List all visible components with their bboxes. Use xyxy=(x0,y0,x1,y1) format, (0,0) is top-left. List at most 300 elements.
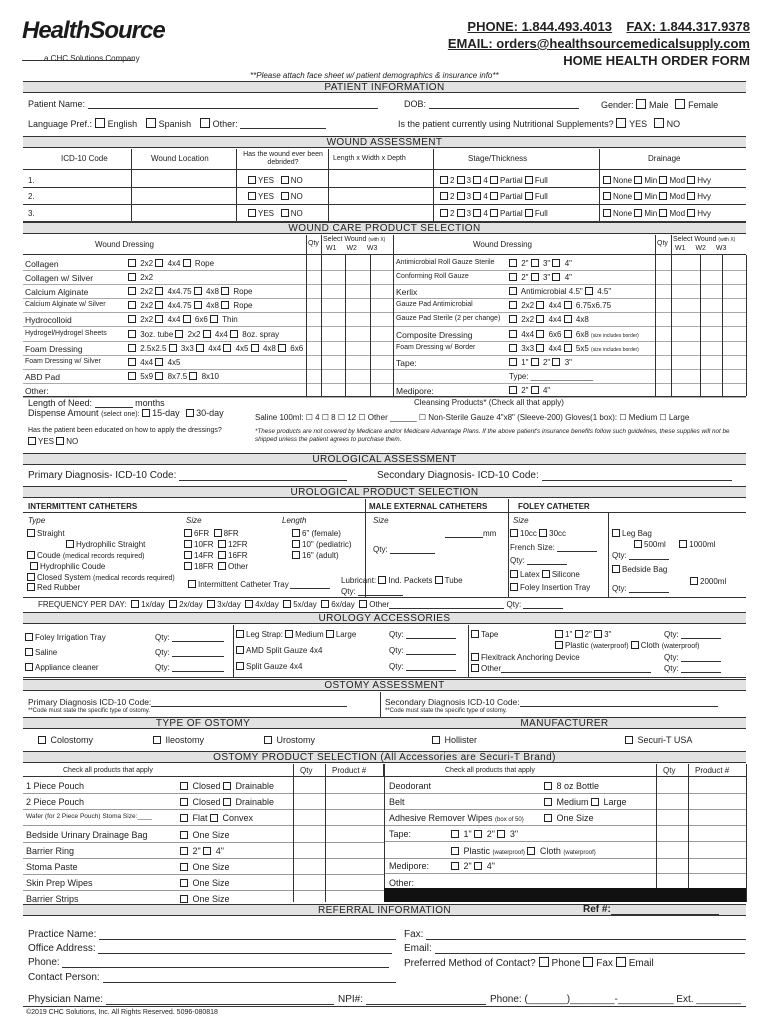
wcp-right-item: Kerlix xyxy=(396,287,418,297)
ops-right-options: 8 oz Bottle xyxy=(544,781,599,791)
stage-4-checkbox[interactable] xyxy=(473,209,481,217)
freq-6-checkbox[interactable] xyxy=(321,600,329,608)
uacc-tape-2-checkbox[interactable] xyxy=(575,630,583,638)
option-checkbox[interactable] xyxy=(509,315,517,323)
english-checkbox[interactable] xyxy=(95,118,105,128)
nutrition-yes-label: YES xyxy=(629,119,648,129)
bedside-bag-checkbox[interactable] xyxy=(612,565,620,573)
legstrap-large-checkbox[interactable] xyxy=(326,630,334,638)
option-checkbox[interactable] xyxy=(531,358,539,366)
16fr-checkbox[interactable] xyxy=(218,551,226,559)
foley-qty-field[interactable] xyxy=(527,556,567,565)
nutrition-yes-checkbox[interactable] xyxy=(616,118,626,128)
option-checkbox[interactable] xyxy=(509,330,517,338)
drain-mod-checkbox[interactable] xyxy=(659,192,667,200)
length-label: Length xyxy=(282,516,307,525)
freq-qty-field[interactable] xyxy=(523,600,563,609)
ostomy-note-right: **Code must state the specific type of ostomy. xyxy=(385,708,507,714)
ops-left-item: Bedside Urinary Drainage Bag xyxy=(26,830,148,840)
len6-checkbox[interactable] xyxy=(292,529,300,537)
urostomy-checkbox[interactable] xyxy=(264,736,272,744)
col-location: Wound Location xyxy=(151,154,209,163)
closed-system-checkbox[interactable] xyxy=(27,573,35,581)
male-label: Male xyxy=(649,100,669,110)
split-gauze-checkbox[interactable] xyxy=(236,662,244,670)
hydro-straight-checkbox[interactable] xyxy=(66,540,74,548)
educated-no-checkbox[interactable] xyxy=(56,437,64,445)
nutrition-no-label: NO xyxy=(666,119,681,129)
educated-question: Has the patient been educated on how to apply the dressings? xyxy=(28,427,222,434)
freq-other-checkbox[interactable] xyxy=(359,600,367,608)
saline-qty[interactable] xyxy=(172,648,224,657)
option-checkbox[interactable] xyxy=(509,344,517,352)
option-checkbox[interactable] xyxy=(183,259,191,267)
debrided-no-checkbox[interactable] xyxy=(281,176,289,184)
uacc-tape-1-checkbox[interactable] xyxy=(555,630,563,638)
option-checkbox[interactable] xyxy=(155,358,163,366)
full-checkbox[interactable] xyxy=(525,209,533,217)
coude-checkbox[interactable] xyxy=(27,551,35,559)
manufacturer-bar: MANUFACTURER xyxy=(383,717,746,729)
legbag-qty-field[interactable] xyxy=(629,551,669,560)
foley-tray-checkbox[interactable] xyxy=(510,583,518,591)
wcp-left-options: 2x2 4x4.75 4x8 Rope xyxy=(128,287,253,296)
option-checkbox[interactable] xyxy=(544,798,552,806)
ops-header: Check all products that apply Qty Product # Check all products that apply Qty Product # xyxy=(23,764,746,777)
flexitrack-checkbox[interactable] xyxy=(471,653,479,661)
500ml-checkbox[interactable] xyxy=(634,540,642,548)
ref-fax-label: Fax: xyxy=(404,929,424,940)
ops-right-options: 2" 4" xyxy=(451,861,495,871)
full-checkbox[interactable] xyxy=(525,176,533,184)
educated-yes-checkbox[interactable] xyxy=(28,437,36,445)
option-checkbox[interactable] xyxy=(175,330,183,338)
ostomy-assessment-bar: OSTOMY ASSESSMENT xyxy=(23,679,746,691)
len16-checkbox[interactable] xyxy=(292,551,300,559)
securi-checkbox[interactable] xyxy=(625,736,633,744)
drain-none-checkbox[interactable] xyxy=(603,192,611,200)
freq-4-checkbox[interactable] xyxy=(245,600,253,608)
wcp-qty-left: Qty xyxy=(308,240,319,247)
straight-checkbox[interactable] xyxy=(27,529,35,537)
attach-note: **Please attach face sheet w/ patient demographics & insurance info** xyxy=(250,71,499,80)
option-checkbox[interactable] xyxy=(509,273,517,281)
uacc-tape-checkbox[interactable] xyxy=(471,630,479,638)
drain-mod-checkbox[interactable] xyxy=(659,176,667,184)
wcp-left-item: Other: xyxy=(25,386,49,396)
stage-2-checkbox[interactable] xyxy=(440,192,448,200)
option-checkbox[interactable] xyxy=(210,814,218,822)
drain-min-checkbox[interactable] xyxy=(634,192,642,200)
uro-primary-field[interactable] xyxy=(179,472,347,481)
drain-none-checkbox[interactable] xyxy=(603,176,611,184)
ops-left-options: One Size xyxy=(180,894,230,904)
option-checkbox[interactable] xyxy=(536,315,544,323)
ops-left-item: Barrier Strips xyxy=(26,894,79,904)
stage-2-checkbox[interactable] xyxy=(440,176,448,184)
col-debrided: Has the wound ever been debrided? xyxy=(243,151,323,166)
type-ostomy-bar: TYPE OF OSTOMY xyxy=(23,717,383,729)
option-checkbox[interactable] xyxy=(128,315,136,323)
ops-left-options: One Size xyxy=(180,878,230,888)
female-checkbox[interactable] xyxy=(675,99,685,109)
leg-bag-checkbox[interactable] xyxy=(612,529,620,537)
wcp-left-item: Foam Dressing xyxy=(25,344,83,354)
option-checkbox[interactable] xyxy=(128,358,136,366)
mm-unit: mm xyxy=(483,529,497,538)
8fr-checkbox[interactable] xyxy=(214,529,222,537)
2000ml-checkbox[interactable] xyxy=(690,577,698,585)
stage-4-checkbox[interactable] xyxy=(473,192,481,200)
option-checkbox[interactable] xyxy=(155,287,163,295)
option-checkbox[interactable] xyxy=(180,895,188,903)
legstrap-checkbox[interactable] xyxy=(236,630,244,638)
uro-secondary-field[interactable] xyxy=(542,472,732,481)
1000ml-checkbox[interactable] xyxy=(679,540,687,548)
freq-1-checkbox[interactable] xyxy=(131,600,139,608)
pref-email-checkbox[interactable] xyxy=(616,957,626,967)
partial-checkbox[interactable] xyxy=(490,209,498,217)
ref-email-field[interactable] xyxy=(435,945,745,954)
wcp-left-item: Collagen w/ Silver xyxy=(25,273,94,283)
contact-field[interactable] xyxy=(103,974,396,983)
wcp-qty-right: Qty xyxy=(657,240,668,247)
latex-checkbox[interactable] xyxy=(510,570,518,578)
drain-hvy-checkbox[interactable] xyxy=(687,176,695,184)
legstrap-medium-checkbox[interactable] xyxy=(285,630,293,638)
option-checkbox[interactable] xyxy=(155,301,163,309)
bedside-qty-field[interactable] xyxy=(629,584,669,593)
stage-3-checkbox[interactable] xyxy=(457,192,465,200)
wcp-select-left: Select Wound (with X) xyxy=(323,236,386,243)
wcp-w-right: W1 W2 W3 xyxy=(675,245,727,252)
option-checkbox[interactable] xyxy=(180,798,188,806)
practice-field[interactable] xyxy=(99,931,396,940)
option-checkbox[interactable] xyxy=(128,273,136,281)
option-checkbox[interactable] xyxy=(536,301,544,309)
header-fax: FAX: 1.844.317.9378 xyxy=(626,19,750,34)
pref-contact: Preferred Method of Contact? Phone Fax Email xyxy=(404,958,654,969)
type-label: Type xyxy=(28,516,46,525)
option-checkbox[interactable] xyxy=(180,831,188,839)
ops-left-item: Stoma Paste xyxy=(26,862,78,872)
option-checkbox[interactable] xyxy=(544,814,552,822)
dob-field[interactable] xyxy=(429,100,579,109)
debrided-yes-checkbox[interactable] xyxy=(248,209,256,217)
option-checkbox[interactable] xyxy=(564,344,572,352)
option-checkbox[interactable] xyxy=(180,814,188,822)
option-checkbox[interactable] xyxy=(474,862,482,870)
size-other-checkbox[interactable] xyxy=(218,562,226,570)
option-checkbox[interactable] xyxy=(189,372,197,380)
french-size-field[interactable] xyxy=(557,543,597,552)
ops-right-options: One Size xyxy=(544,813,594,823)
wound-row-number: 3. xyxy=(28,209,35,218)
office-field[interactable] xyxy=(98,945,392,954)
wcp-right-item: Gauze Pad Sterile (2 per change) xyxy=(396,315,501,322)
npi-field[interactable] xyxy=(366,996,486,1005)
option-checkbox[interactable] xyxy=(128,372,136,380)
option-checkbox[interactable] xyxy=(585,287,593,295)
ileostomy-checkbox[interactable] xyxy=(153,736,161,744)
ops-left-item: 1 Piece Pouch xyxy=(26,781,85,791)
cleaner-checkbox[interactable] xyxy=(25,663,33,671)
ostomy-primary-field[interactable] xyxy=(151,698,347,707)
18fr-checkbox[interactable] xyxy=(184,562,192,570)
ops-right-item: Medipore: xyxy=(389,861,430,871)
col-stage: Stage/Thickness xyxy=(468,154,528,163)
lang-other-field[interactable] xyxy=(240,120,326,129)
ops-left-options: Closed Drainable xyxy=(180,797,274,807)
debrided-no-checkbox[interactable] xyxy=(281,192,289,200)
female-label: Female xyxy=(688,100,719,110)
wcp-left-item: Hydrogel/Hydrogel Sheets xyxy=(25,330,107,337)
stage-2-checkbox[interactable] xyxy=(440,209,448,217)
silicone-checkbox[interactable] xyxy=(542,570,550,578)
drain-min-checkbox[interactable] xyxy=(634,176,642,184)
ops-left-options: One Size xyxy=(180,862,230,872)
irr-qty[interactable] xyxy=(172,633,224,642)
option-checkbox[interactable] xyxy=(451,830,459,838)
dob-label: DOB: xyxy=(404,99,427,109)
frequency-row: FREQUENCY PER DAY: 1x/day 2x/day 3x/day 4x/day 5x/day 6x/day Other Qty: xyxy=(38,600,563,609)
6fr-checkbox[interactable] xyxy=(184,529,192,537)
option-checkbox[interactable] xyxy=(451,862,459,870)
dispense-30-checkbox[interactable] xyxy=(186,409,194,417)
option-checkbox[interactable] xyxy=(210,315,218,323)
len10-checkbox[interactable] xyxy=(292,540,300,548)
uacc-other-checkbox[interactable] xyxy=(471,664,479,672)
physician-phone: Phone: (_______)________-__________ Ext. ________ xyxy=(490,994,741,1005)
uacc-plastic-checkbox[interactable] xyxy=(555,641,563,649)
uacc-cloth-checkbox[interactable] xyxy=(631,641,639,649)
size-label-foley: Size xyxy=(513,516,529,525)
lang-other-checkbox[interactable] xyxy=(200,118,210,128)
drain-min-checkbox[interactable] xyxy=(634,209,642,217)
stage-3-checkbox[interactable] xyxy=(457,176,465,184)
pref-phone-checkbox[interactable] xyxy=(539,957,549,967)
ops-left-options: Flat Convex xyxy=(180,813,253,823)
drain-hvy-checkbox[interactable] xyxy=(687,209,695,217)
colostomy-checkbox[interactable] xyxy=(38,736,46,744)
header-phone: PHONE: 1.844.493.4013 xyxy=(467,19,612,34)
wcp-left-item: Hydrocolloid xyxy=(25,315,72,325)
form-title: HOME HEALTH ORDER FORM xyxy=(563,53,750,68)
black-bar xyxy=(384,888,746,902)
option-checkbox[interactable] xyxy=(155,315,163,323)
logo-rule xyxy=(22,60,134,61)
option-checkbox[interactable] xyxy=(564,301,572,309)
wcp-right-options: Type: ______________ xyxy=(509,372,594,381)
option-checkbox[interactable] xyxy=(180,863,188,871)
lube-qty-field[interactable] xyxy=(358,587,403,596)
saline-checkbox[interactable] xyxy=(25,648,33,656)
option-checkbox[interactable] xyxy=(474,830,482,838)
option-checkbox[interactable] xyxy=(509,386,517,394)
spanish-checkbox[interactable] xyxy=(146,118,156,128)
wcp-right-options: 2x2 4x4 4x8 xyxy=(509,315,589,324)
option-checkbox[interactable] xyxy=(194,301,202,309)
option-checkbox[interactable] xyxy=(180,847,188,855)
cleansing-label: Cleansing Products* (Check all that apply) xyxy=(414,398,564,407)
option-checkbox[interactable] xyxy=(128,259,136,267)
wcp-right-item: Medipore: xyxy=(396,386,434,396)
ops-right-item: Other: xyxy=(389,878,415,888)
drain-hvy-checkbox[interactable] xyxy=(687,192,695,200)
wcp-right-item: Tape: xyxy=(396,358,417,368)
option-checkbox[interactable] xyxy=(230,330,238,338)
intermittent-header: INTERMITTENT CATHETERS xyxy=(28,502,138,511)
hollister-checkbox[interactable] xyxy=(432,736,440,744)
option-checkbox[interactable] xyxy=(180,782,188,790)
uacc-tape-3-checkbox[interactable] xyxy=(594,630,602,638)
wcp-dressing-left: Wound Dressing xyxy=(95,240,154,249)
option-checkbox[interactable] xyxy=(155,372,163,380)
10cc-checkbox[interactable] xyxy=(510,529,518,537)
drain-mod-checkbox[interactable] xyxy=(659,209,667,217)
option-checkbox[interactable] xyxy=(531,386,539,394)
dispense-15-checkbox[interactable] xyxy=(142,409,150,417)
option-checkbox[interactable] xyxy=(451,847,459,855)
lang-other-label: Other: xyxy=(212,119,238,129)
12fr-checkbox[interactable] xyxy=(218,540,226,548)
stage-3-checkbox[interactable] xyxy=(457,209,465,217)
freq-3-checkbox[interactable] xyxy=(207,600,215,608)
wcp-left-options: 5x9 8x7.5 8x10 xyxy=(128,372,219,381)
option-checkbox[interactable] xyxy=(155,259,163,267)
option-checkbox[interactable] xyxy=(531,259,539,267)
wcp-left-options: 3oz. tube 2x2 4x4 8oz. spray xyxy=(128,330,279,339)
option-checkbox[interactable] xyxy=(509,287,517,295)
referral-bar: REFERRAL INFORMATION xyxy=(23,904,746,916)
option-checkbox[interactable] xyxy=(203,847,211,855)
option-checkbox[interactable] xyxy=(251,344,259,352)
irrigation-tray-checkbox[interactable] xyxy=(25,633,33,641)
wcp-left-options: 2x2 4x4.75 4x8 Rope xyxy=(128,301,253,310)
hydro-coude-checkbox[interactable] xyxy=(30,562,38,570)
option-checkbox[interactable] xyxy=(527,847,535,855)
drain-none-checkbox[interactable] xyxy=(603,209,611,217)
option-checkbox[interactable] xyxy=(128,301,136,309)
length-need-field[interactable] xyxy=(95,399,133,408)
option-checkbox[interactable] xyxy=(536,344,544,352)
language-label: Language Pref.: xyxy=(28,119,93,129)
full-checkbox[interactable] xyxy=(525,192,533,200)
ic-tray-checkbox[interactable] xyxy=(188,580,196,588)
wcp-left-item: Calcium Alginate w/ Silver xyxy=(25,301,106,308)
partial-checkbox[interactable] xyxy=(490,192,498,200)
ref-email-label: Email: xyxy=(404,943,432,954)
option-checkbox[interactable] xyxy=(194,287,202,295)
wcp-right-item: Foam Dressing w/ Border xyxy=(396,344,476,351)
pref-fax-checkbox[interactable] xyxy=(583,957,593,967)
disclaimer: *These products are not covered by Medicare and/or Medicare Advantage Plans. If the above patient's insurance benefits follow such guidelines, these supplies will not be shipped unless the patient agrees to purchase them. xyxy=(255,428,730,443)
option-checkbox[interactable] xyxy=(223,798,231,806)
option-checkbox[interactable] xyxy=(497,830,505,838)
tube-checkbox[interactable] xyxy=(435,576,443,584)
option-checkbox[interactable] xyxy=(128,344,136,352)
freq-5-checkbox[interactable] xyxy=(283,600,291,608)
wcp-left-options: 2x2 4x4 6x6 Thin xyxy=(128,315,238,324)
patient-name-field[interactable] xyxy=(88,100,378,109)
debrided-no-checkbox[interactable] xyxy=(281,209,289,217)
30cc-checkbox[interactable] xyxy=(539,529,547,537)
phone-field[interactable] xyxy=(62,959,389,968)
option-checkbox[interactable] xyxy=(544,782,552,790)
male-checkbox[interactable] xyxy=(636,99,646,109)
ref-fax-field[interactable] xyxy=(426,931,746,940)
cleaner-qty[interactable] xyxy=(172,663,224,672)
option-checkbox[interactable] xyxy=(183,315,191,323)
red-rubber-checkbox[interactable] xyxy=(27,583,35,591)
saline-options: Saline 100ml: ☐ 4 ☐ 8 ☐ 12 ☐ Other ______ ☐ Non-Sterile Gauze 4"x8" (Sleeve-200) Gloves(1 box): ☐ Medium ☐ Large xyxy=(255,413,690,422)
partial-checkbox[interactable] xyxy=(490,176,498,184)
stage-4-checkbox[interactable] xyxy=(473,176,481,184)
option-checkbox[interactable] xyxy=(536,330,544,338)
option-checkbox[interactable] xyxy=(221,301,229,309)
ops-left-options: One Size xyxy=(180,830,230,840)
option-checkbox[interactable] xyxy=(509,358,517,366)
option-checkbox[interactable] xyxy=(128,330,136,338)
uro-product-bar: UROLOGICAL PRODUCT SELECTION xyxy=(23,486,746,498)
option-checkbox[interactable] xyxy=(509,301,517,309)
option-checkbox[interactable] xyxy=(203,330,211,338)
option-checkbox[interactable] xyxy=(223,782,231,790)
option-checkbox[interactable] xyxy=(196,344,204,352)
option-checkbox[interactable] xyxy=(564,315,572,323)
uro-secondary: Secondary Diagnosis- ICD-10 Code: xyxy=(377,470,732,481)
col-icd: ICD-10 Code xyxy=(61,154,108,163)
option-checkbox[interactable] xyxy=(552,273,560,281)
col-drainage: Drainage xyxy=(648,154,681,163)
ind-packets-checkbox[interactable] xyxy=(378,576,386,584)
wcp-left-item: Calcium Alginate xyxy=(25,287,89,297)
spanish-label: Spanish xyxy=(158,119,192,129)
ostomy-secondary-field[interactable] xyxy=(520,698,718,707)
debrided-yes-checkbox[interactable] xyxy=(248,176,256,184)
option-checkbox[interactable] xyxy=(591,798,599,806)
physician-field[interactable] xyxy=(106,996,334,1005)
wcp-header xyxy=(23,235,746,255)
ops-right-options: 1" 2" 3" xyxy=(451,829,518,839)
educated-options: YES NO xyxy=(28,437,78,446)
option-checkbox[interactable] xyxy=(531,273,539,281)
option-checkbox[interactable] xyxy=(128,287,136,295)
option-checkbox[interactable] xyxy=(221,287,229,295)
option-checkbox[interactable] xyxy=(278,344,286,352)
option-checkbox[interactable] xyxy=(564,330,572,338)
ref-number-field[interactable] xyxy=(611,906,719,915)
ops-left-item: Barrier Ring xyxy=(26,846,75,856)
10fr-checkbox[interactable] xyxy=(184,540,192,548)
option-checkbox[interactable] xyxy=(180,879,188,887)
option-checkbox[interactable] xyxy=(223,344,231,352)
option-checkbox[interactable] xyxy=(169,344,177,352)
14fr-checkbox[interactable] xyxy=(184,551,192,559)
wcp-right-options: 2x2 4x4 6.75x6.75 xyxy=(509,301,611,310)
freq-2-checkbox[interactable] xyxy=(169,600,177,608)
amd-gauze-checkbox[interactable] xyxy=(236,646,244,654)
ops-left-options: 2" 4" xyxy=(180,846,224,856)
nutrition-no-checkbox[interactable] xyxy=(654,118,664,128)
option-checkbox[interactable] xyxy=(552,259,560,267)
option-checkbox[interactable] xyxy=(552,358,560,366)
wcp-right-options: 4x4 6x6 6x8 (size includes border) xyxy=(509,330,639,339)
option-checkbox[interactable] xyxy=(509,259,517,267)
debrided-yes-checkbox[interactable] xyxy=(248,192,256,200)
male-qty-field[interactable] xyxy=(390,545,435,554)
contact-block xyxy=(448,18,750,69)
